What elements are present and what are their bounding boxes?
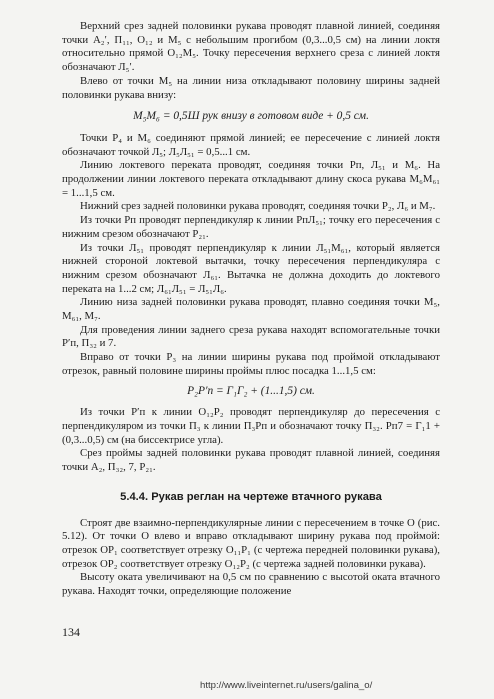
footer-url: http://www.liveinternet.ru/users/galina_o/ [200, 680, 373, 691]
paragraph: Линию локтевого переката проводят, соединяя точки Pп, Л₅₁ и M₆. На продолжении линии локтевого переката откладывают длину скоса рукава M₆M₆₁ = 1...1,5 см. [62, 159, 440, 199]
page-number: 134 [62, 625, 80, 639]
paragraph: Нижний срез задней половинки рукава проводят, соединяя точки P₂, Л₆ и M₇. [80, 200, 436, 213]
paragraph: Из точки Л₅₁ проводят перпендикуляр к линии Л₅₁M₆₁, который является нижней стороной локтевой вытачки, точку пересечения перпендикуляра с нижним срезом обозначают Л₆₁. Вытачка не должна доходить до локтевого переката на 1...2 см; Л₆₁Л₅₁ = Л₅₁Л₆. [62, 241, 440, 295]
paragraph: Высоту оката увеличивают на 0,5 см по сравнению с высотой оката втачного рукава. Находят точки, определяющие положение [62, 571, 440, 598]
paragraph: Влево от точки M₅ на линии низа откладывают половину ширины задней половинки рукава внизу: [62, 74, 440, 101]
paragraph: Строят две взаимно-перпендикулярные линии с пересечением в точке O (рис. 5.12). От точки O влево и вправо откладывают ширину рукава под проймой: отрезок OP₁ соответствует отрезку O₁₁P₁ (с чертежа передней половинки рукава), отрезок OP₂ соответствует отрезку O₁₂P₂ (с чертежа задней половинки рукава). [62, 516, 440, 570]
paragraph: Из точки P′п к линии O₁₂P₂ проводят перпендикуляр до пересечения с перпендикуляром из точки П₃ к линии П₃Pп и обозначают точку П₃₂. Pп7 = Г₁1 + (0,3...0,5) см (на биссектрисе угла). [62, 406, 440, 446]
paragraph: Точки P₄ и M₆ соединяют прямой линией; ее пересечение с линией локтя обозначают точкой Л₅; Л₅Л₅₁ = 0,5...1 см. [62, 131, 440, 158]
body-text [62, 20, 440, 599]
paragraph: Верхний срез задней половинки рукава проводят плавной линией, соединяя точки A₂′, Π₁₁, O₁₂ и M₅ с небольшим прогибом (0,3...0,5 см) на линии локтя относительно прямой O₁₂M₅. Точку пересечения верхнего среза с линией локтя обозначают Л₅′. [62, 20, 440, 74]
paragraph: Вправо от точки P₃ на линии ширины рукава под проймой откладывают отрезок, равный половине ширины проймы плюс посадка 1...1,5 см: [62, 351, 440, 377]
paragraph: Срез проймы задней половинки рукава проводят плавной линией, соединяя точки A₂, П₃₂, 7, P₂₁. [62, 447, 440, 474]
formula: M₅M₆ = 0,5Ш рук внизу в готовом виде + 0,5 см. [133, 110, 369, 123]
paragraph: Для проведения линии заднего среза рукава находят вспомогательные точки P′п, П₃₂ и 7. [62, 323, 440, 350]
formula: P₂P′п = Г₁Г₂ + (1...1,5) см. [187, 384, 315, 397]
paragraph: Из точки Pп проводят перпендикуляр к линии PпЛ₅₁; точку его пересечения с нижним срезом обозначают P₂₁. [62, 214, 440, 240]
paragraph: Линию низа задней половинки рукава проводят, плавно соединяя точки M₅, M₆₁, M₇. [62, 296, 440, 323]
section-heading: 5.4.4. Рукав реглан на чертеже втачного рукава [120, 490, 382, 503]
